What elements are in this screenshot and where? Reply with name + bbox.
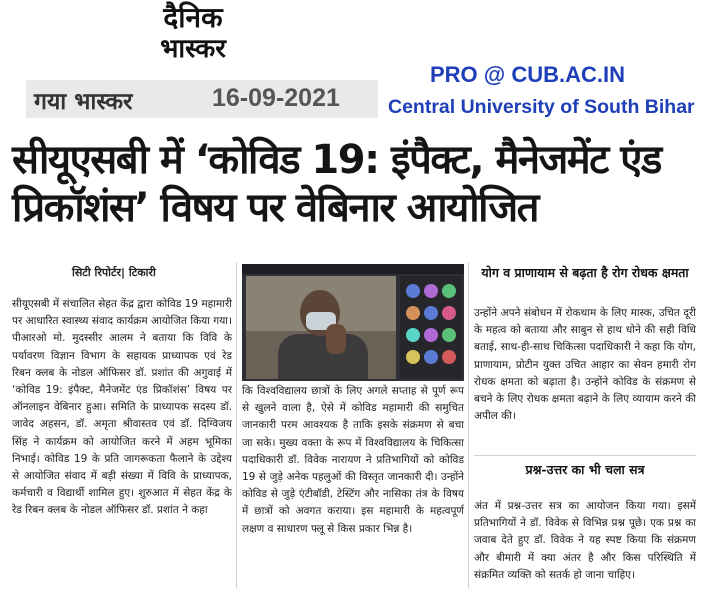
subheading-yoga: योग व प्राणायाम से बढ़ता है रोग रोधक क्षमता <box>481 265 689 280</box>
participant-avatar <box>406 350 420 364</box>
byline: सिटी रिपोर्टर| टिकारी <box>72 266 156 279</box>
article-column-1: सीयूएसबी में संचालित सेहत केंद्र द्वारा कोविड 19 महामारी पर आधारित स्वास्थ्य संवाद कार्यक्रम आयोजित किया गया। पीआरओ मो. मुदस्सीर आलम ने बताया कि विवि के पर्यावरण विज्ञान विभाग के सहायक प्राध्यापक एवं रेड रिबन क्लब के नोडल ऑफिसर डॉ. प्रशांत की अगुवाई में ‘कोविड 19: इंपैक्ट, मैनेजमेंट एंड प्रिकॉशंस’ विषय पर ऑनलाइन वेबिनार हुआ। समिति के प्राध्यापक सदस्य डॉ. जावेद अहसन, डॉ. अमृता श्रीवास्तव एवं डॉ. दिग्विजय सिंह ने कार्यक्रम को आयोजित करने में अहम भूमिका निभाई। कोविड 19 के प्रति जागरूकता फैलाने के उद्देश्य से आयोजित संवाद में बड़ी संख्या में विवि के प्राध्यापक, कर्मचारी व विद्यार्थी शामिल हुए। शुरुआत में सेहत केंद्र के रेड रिबन क्लब के नोडल ऑफिसर डॉ. प्रशांत ने कहा <box>12 298 232 517</box>
logo-line-2: भास्कर <box>160 34 226 64</box>
participant-avatar <box>424 306 438 320</box>
participant-avatar <box>424 284 438 298</box>
webinar-photo <box>242 264 464 381</box>
participant-avatar <box>442 328 456 342</box>
participant-panel <box>400 276 462 379</box>
column-divider <box>468 262 469 588</box>
article-column-3-part-2: अंत में प्रश्न-उत्तर सत्र का आयोजन किया गया। इसमें प्रतिभागियों ने डॉ. विवेक से विभिन्न प्रश्न पूछे। एक प्रश्न का जवाब देते हुए डॉ. विवेक ने यह स्पष्ट किया कि संक्रमण और बीमारी में क्या अंतर है और किस परिस्थिति में संक्रमित व्यक्ति को सतर्क हो जाना चाहिए। <box>474 500 696 581</box>
column-divider <box>236 262 237 588</box>
speaker-body <box>278 334 368 379</box>
participant-avatar <box>424 350 438 364</box>
participant-avatar <box>406 306 420 320</box>
participant-avatar <box>406 328 420 342</box>
publication-date: 16-09-2021 <box>212 84 340 112</box>
article-column-3-part-1: उन्होंने अपने संबोधन में रोकथाम के लिए मास्क, उचित दूरी के महत्व को बताया और साबुन से हाथ धोने की सही विधि बताई, साथ-ही-साथ चिकित्सा पदाधिकारी ने कहा कि योग, प्राणायाम, प्रोटीन युक्त उचित आहार का सेवन हमारी रोग रोधक क्षमता को बढ़ाता है। उन्होंने कोविड के संक्रमण से बचने के लिए रोधक क्षमता बढ़ाने के लिए व्यायाम करने की अपील की। <box>474 307 696 423</box>
participant-avatar <box>424 328 438 342</box>
pro-email-watermark: PRO @ CUB.AC.IN <box>430 62 626 87</box>
participant-avatar <box>442 284 456 298</box>
dainik-bhaskar-logo <box>118 2 268 72</box>
subheading-qa-session: प्रश्न-उत्तर का भी चला सत्र <box>525 462 645 477</box>
article-headline: सीयूएसबी में ‘कोविड 19: इंपैक्ट, मैनेजमेंट एंड प्रिकॉशंस’ विषय पर वेबिनार आयोजित <box>12 137 661 231</box>
university-name-watermark: Central University of South Bihar <box>388 96 695 118</box>
participant-avatar <box>406 284 420 298</box>
edition-name: गया भास्कर <box>34 89 133 115</box>
video-call-toolbar <box>242 264 464 274</box>
speaker-hand <box>326 324 346 354</box>
logo-line-1: दैनिक <box>163 1 223 34</box>
section-divider <box>474 455 696 456</box>
participant-avatar <box>442 350 456 364</box>
participant-avatar <box>442 306 456 320</box>
article-column-2: कि विश्वविद्यालय छात्रों के लिए अगले सप्ताह से पूर्ण रूप से खुलने वाला है, ऐसे में कोविड महामारी की समुचित जानकारी परम आवश्यक है ताकि इसके संक्रमण से बचा जा सके। मुख्य वक्ता के रूप में विश्वविद्यालय के चिकित्सा पदाधिकारी डॉ. विवेक नारायण ने प्रतिभागियों को कोविड 19 से जुड़े अनेक पहलुओं की विस्तृत जानकारी दी। उन्होंने कोविड से जुड़े एंटीबॉडी, टेस्टिंग और नासिका तंत्र के विषय में छात्रों को अवगत कराया। इस महामारी के महत्वपूर्ण लक्षण व साधारण फ्लू से किस प्रकार भिन्न है। <box>242 385 464 535</box>
